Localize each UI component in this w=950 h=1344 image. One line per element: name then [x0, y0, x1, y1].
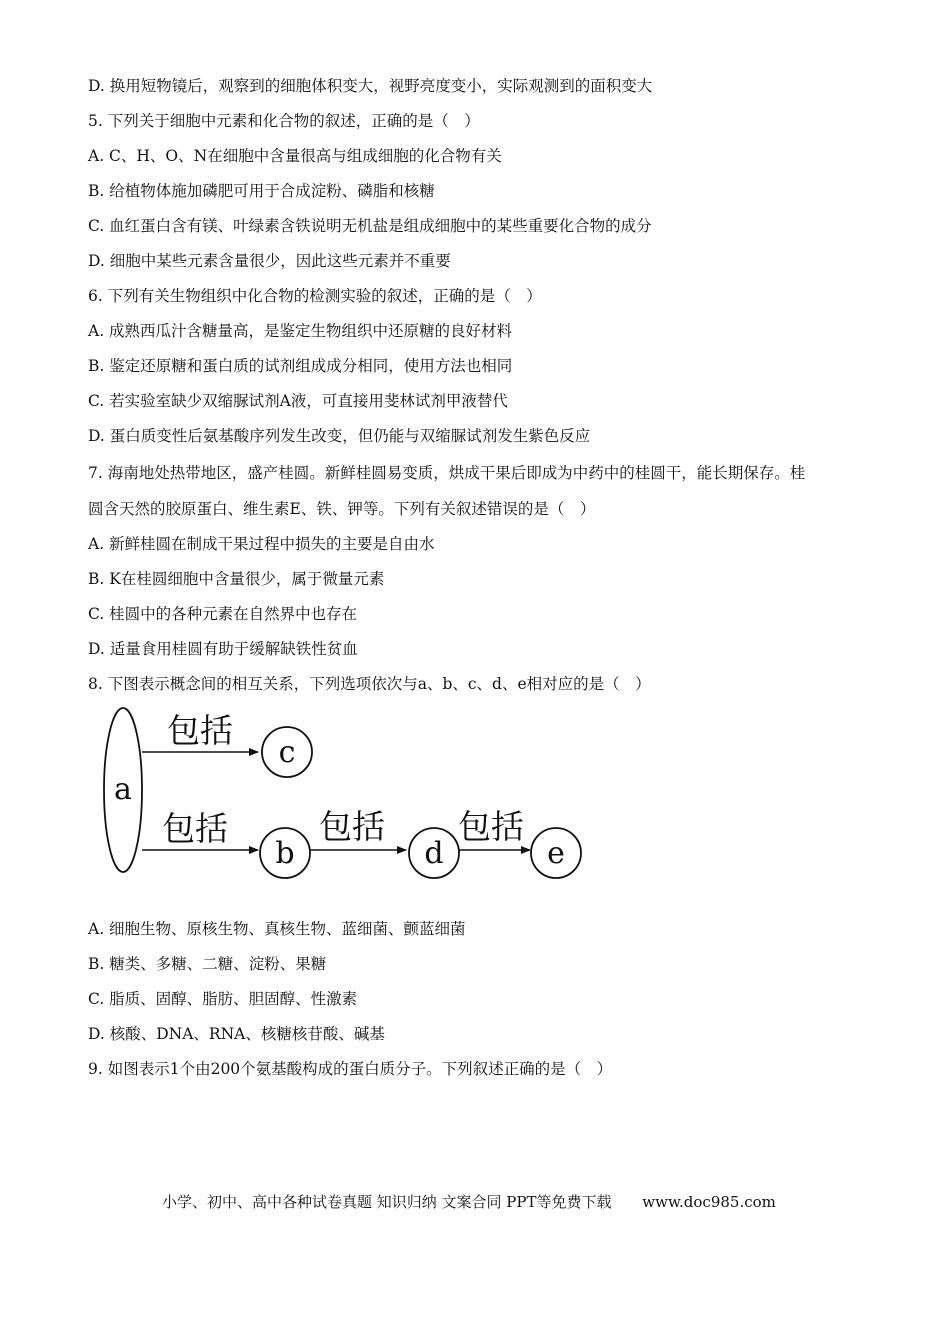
edge-label-a-c: 包括 [167, 711, 233, 750]
option-d-q4: D. 换用短物镜后，观察到的细胞体积变大，视野亮度变小，实际观测到的面积变大 [88, 77, 653, 95]
footer-url-link[interactable]: www.doc985.com [642, 1193, 776, 1211]
option-a-q5: A. C、H、O、N在细胞中含量很高与组成细胞的化合物有关 [88, 147, 502, 165]
option-a-q8: A. 细胞生物、原核生物、真核生物、蓝细菌、颤蓝细菌 [88, 920, 466, 938]
question-9: 9. 如图表示1个由200个氨基酸构成的蛋白质分子。下列叙述正确的是（ ） [88, 1060, 613, 1078]
option-c-q7: C. 桂圆中的各种元素在自然界中也存在 [88, 605, 358, 623]
concept-diagram [95, 700, 595, 885]
option-b-q6: B. 鉴定还原糖和蛋白质的试剂组成成分相同，使用方法也相同 [88, 357, 513, 375]
option-b-q7: B. K在桂圆细胞中含量很少，属于微量元素 [88, 570, 385, 588]
page-footer [162, 1192, 776, 1212]
option-c-q5: C. 血红蛋白含有镁、叶绿素含铁说明无机盐是组成细胞中的某些重要化合物的成分 [88, 217, 652, 235]
node-e-label: e [547, 836, 565, 871]
option-b-q8: B. 糖类、多糖、二糖、淀粉、果糖 [88, 955, 327, 973]
node-a-label: a [114, 772, 132, 807]
node-c-label: c [278, 735, 296, 770]
question-7-line-1: 7. 海南地处热带地区，盛产桂圆。新鲜桂圆易变质，烘成干果后即成为中药中的桂圆干，能长期保存。桂 [88, 464, 806, 482]
option-a-q6: A. 成熟西瓜汁含糖量高，是鉴定生物组织中还原糖的良好材料 [88, 322, 513, 340]
option-d-q8: D. 核酸、DNA、RNA、核糖核苷酸、碱基 [88, 1025, 385, 1043]
option-b-q5: B. 给植物体施加磷肥可用于合成淀粉、磷脂和核糖 [88, 182, 435, 200]
edge-label-d-e: 包括 [458, 807, 524, 846]
question-6: 6. 下列有关生物组织中化合物的检测实验的叙述，正确的是（ ） [88, 287, 542, 305]
option-c-q6: C. 若实验室缺少双缩脲试剂A液，可直接用斐林试剂甲液替代 [88, 392, 508, 410]
question-7-line-2: 圆含天然的胶原蛋白、维生素E、铁、钾等。下列有关叙述错误的是（ ） [88, 500, 596, 518]
footer-text: 小学、初中、高中各种试卷真题 知识归纳 文案合同 PPT等免费下载 [162, 1193, 612, 1211]
option-d-q7: D. 适量食用桂圆有助于缓解缺铁性贫血 [88, 640, 358, 658]
option-c-q8: C. 脂质、固醇、脂肪、胆固醇、性激素 [88, 990, 358, 1008]
option-d-q5: D. 细胞中某些元素含量很少，因此这些元素并不重要 [88, 252, 451, 270]
edge-label-b-d: 包括 [319, 807, 385, 846]
option-d-q6: D. 蛋白质变性后氨基酸序列发生改变，但仍能与双缩脲试剂发生紫色反应 [88, 427, 591, 445]
edge-label-a-b: 包括 [162, 809, 228, 848]
question-5: 5. 下列关于细胞中元素和化合物的叙述，正确的是（ ） [88, 112, 480, 130]
node-b-label: b [275, 836, 295, 871]
question-8: 8. 下图表示概念间的相互关系，下列选项依次与a、b、c、d、e相对应的是（ ） [88, 675, 651, 693]
node-d-label: d [424, 836, 444, 871]
option-a-q7: A. 新鲜桂圆在制成干果过程中损失的主要是自由水 [88, 535, 435, 553]
